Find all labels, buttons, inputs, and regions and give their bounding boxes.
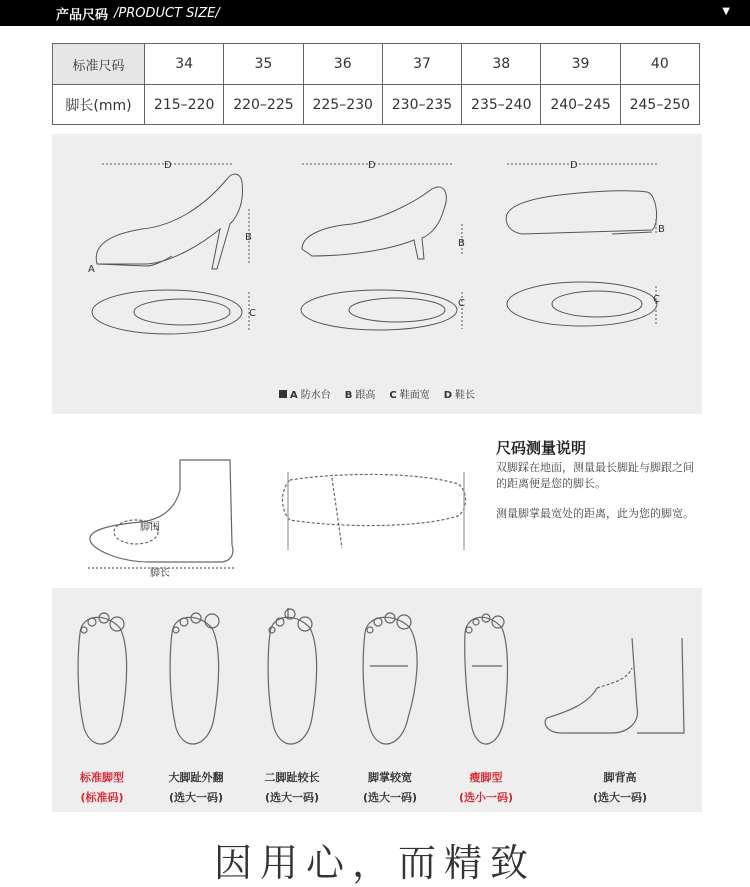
foot-type-illustrations [52,588,702,763]
shoe-diagrams [52,134,702,414]
foot-type-item: 大脚趾外翻 (选大一码) [168,771,224,804]
size-cell: 39 [541,44,620,85]
length-cell: 245–250 [620,85,699,125]
size-row-label: 标准尺码 [53,44,145,85]
size-cell: 36 [303,44,382,85]
chevron-down-icon: ▼ [722,6,730,17]
length-row [53,85,700,125]
square-icon [279,390,287,398]
shoe-dimension-panel [52,134,702,414]
length-cell: 240–245 [541,85,620,125]
foot-types-panel [52,588,702,812]
dim-d-label: D [164,160,172,171]
dim-a-label: A [88,264,95,275]
measure-title: 尺码测量说明 [496,439,587,457]
dim-c-label: C [249,308,256,319]
legend-item: B 跟高 [344,390,376,401]
section-header [0,0,750,26]
length-row-label: 脚长(mm) [53,85,145,125]
dim-b-label: B [245,232,252,243]
foot-type-item: 瘦脚型 (选小一码) [458,771,514,804]
legend-item: C 鞋面宽 [389,390,430,401]
length-cell: 225–230 [303,85,382,125]
foot-type-item: 脚背高 (选大一码) [592,771,648,804]
size-cell: 35 [224,44,303,85]
dim-b-label: B [658,224,665,235]
foot-length-label: 脚长 [150,568,170,579]
length-cell: 230–235 [382,85,461,125]
size-table [52,43,700,125]
dim-c-label: C [458,298,465,309]
legend-item: D 鞋长 [443,390,476,401]
size-cell: 38 [462,44,541,85]
foot-girth-label: 脚围 [140,522,160,533]
footer-slogan: 因用心，而精致 [213,841,536,885]
dim-d-label: D [368,160,376,171]
section-title: 产品尺码 [56,7,109,23]
size-cell: 40 [620,44,699,85]
foot-type-item: 脚掌较宽 (选大一码) [362,771,418,804]
length-cell: 235–240 [462,85,541,125]
measure-length-text: 双脚踩在地面，测量最长脚趾与脚跟之间的距离便是您的脚长。 [496,461,694,490]
length-cell: 215–220 [145,85,224,125]
size-cell: 34 [145,44,224,85]
size-row [53,44,700,85]
dim-c-label: C [653,294,660,305]
foot-type-item: 标准脚型 (标准码) [80,771,124,804]
foot-type-item: 二脚趾较长 (选大一码) [264,771,320,804]
length-cell: 220–225 [224,85,303,125]
size-cell: 37 [382,44,461,85]
dimension-legend [52,386,702,401]
legend-item: A 防水台 [279,386,331,401]
section-subtitle: /PRODUCT SIZE/ [114,5,220,21]
foot-measure-illustration [80,450,480,580]
dim-d-label: D [570,160,578,171]
dim-b-label: B [458,238,465,249]
measure-width-text: 测量脚掌最宽处的距离，此为您的脚宽。 [496,507,694,520]
